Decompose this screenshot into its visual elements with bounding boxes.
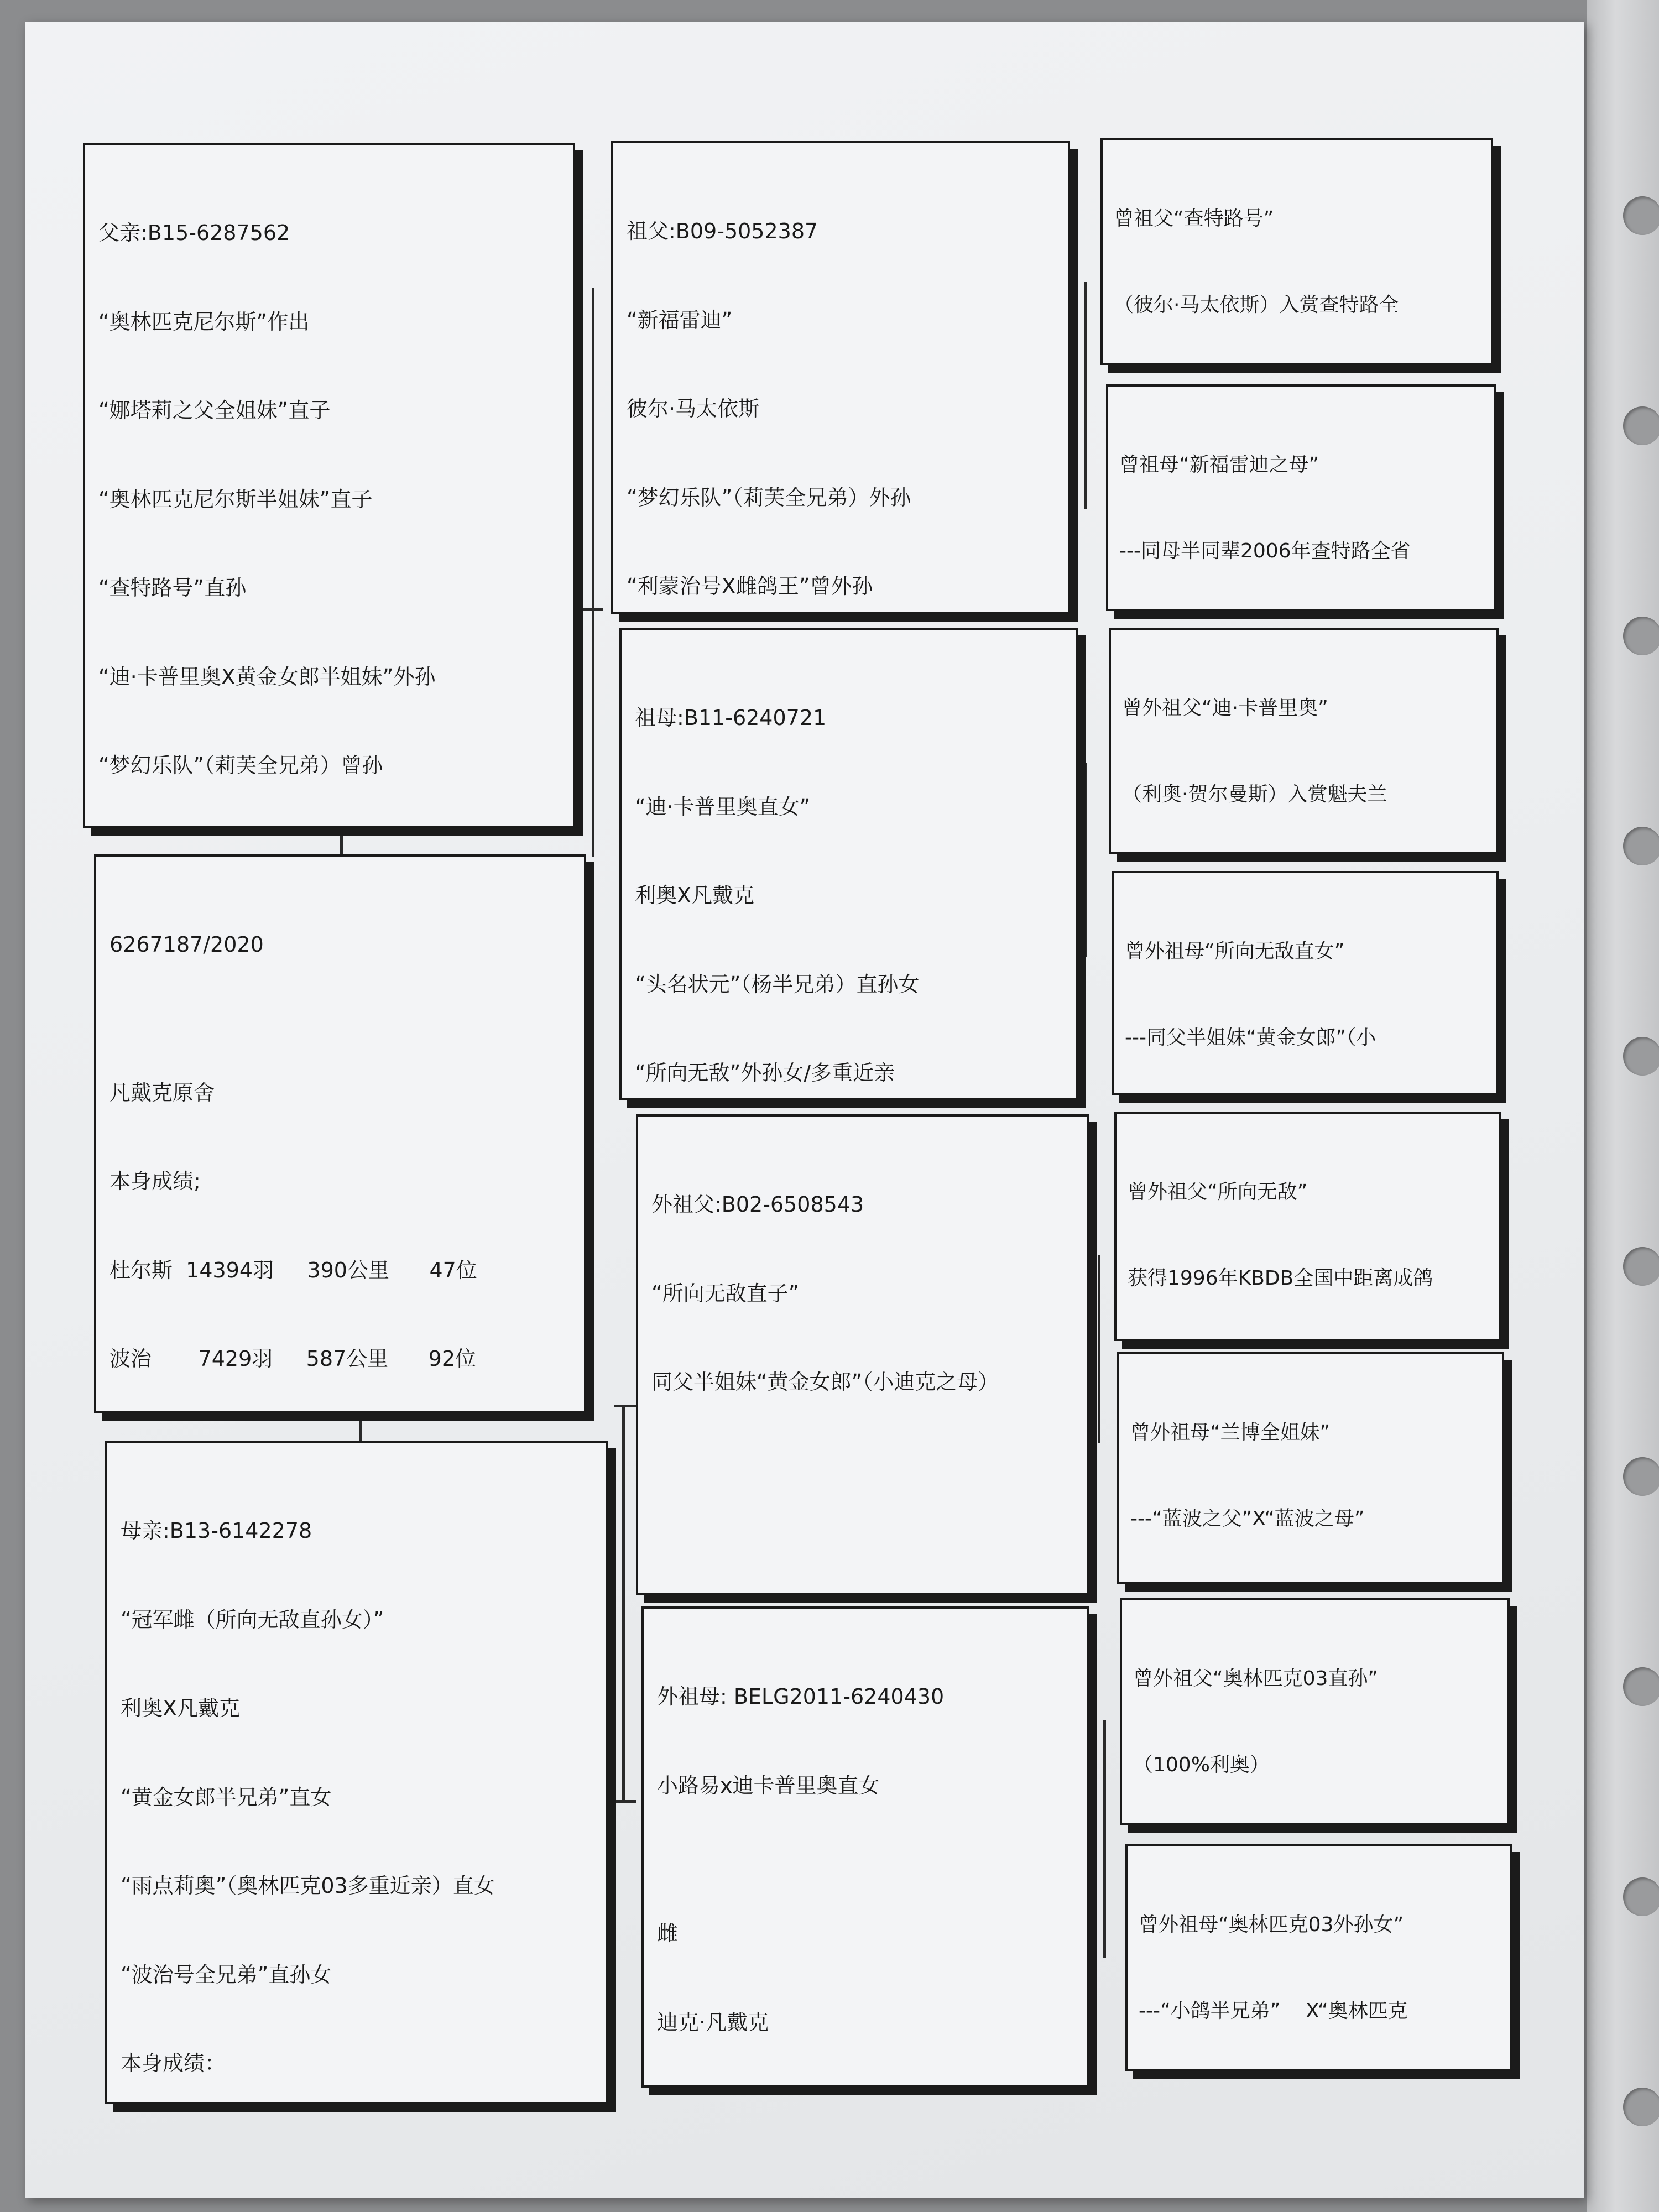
paternal-grandsire-line: 祖父:B09-5052387 bbox=[627, 219, 818, 243]
great-grandsire-3-box bbox=[1114, 1112, 1501, 1341]
great-granddam-1-line: ---同母半同辈2006年查特路全省 bbox=[1119, 540, 1411, 562]
connector-line bbox=[614, 1800, 636, 1803]
dam-line: “雨点莉奥”（奥林匹克03多重近亲）直女 bbox=[121, 1874, 495, 1898]
paternal-granddam-box bbox=[619, 628, 1078, 1100]
great-granddam-4-box bbox=[1125, 1844, 1512, 2071]
connector-line bbox=[622, 1405, 625, 1803]
great-granddam-1-box bbox=[1106, 384, 1496, 611]
sire-line: “迪·卡普里奥X黄金女郎半姐妹”外孙 bbox=[98, 664, 436, 689]
connector-line bbox=[1084, 282, 1087, 509]
connector-line bbox=[592, 288, 594, 857]
paternal-granddam-line: 利奥X凡戴克 bbox=[635, 883, 755, 907]
connector-line bbox=[340, 830, 343, 857]
subject-line: 杜尔斯 14394羽 390公里 47位 bbox=[109, 1258, 477, 1282]
subject-line: 本身成绩; bbox=[109, 1169, 201, 1193]
connector-line bbox=[1084, 763, 1087, 957]
dam-line: 本身成绩： bbox=[121, 2051, 226, 2075]
subject-line: 波治 7429羽 587公里 92位 bbox=[109, 1347, 477, 1371]
dam-box bbox=[105, 1441, 608, 2104]
sire-line: 父亲:B15-6287562 bbox=[98, 221, 290, 245]
maternal-grandsire-box bbox=[636, 1114, 1089, 1595]
paternal-grandsire-line: “新福雷迪” bbox=[627, 307, 733, 332]
great-granddam-3-line: ---“蓝波之父”X“蓝波之母” bbox=[1130, 1507, 1365, 1530]
dam-line: “冠军雌（所向无敌直孙女）” bbox=[121, 1607, 384, 1632]
great-grandsire-1-line: 曾祖父“查特路号” bbox=[1114, 207, 1274, 230]
paternal-grandsire-line: “梦幻乐队”（莉芙全兄弟）外孙 bbox=[627, 485, 911, 510]
dam-line: 母亲:B13-6142278 bbox=[121, 1519, 312, 1543]
connector-line bbox=[614, 1405, 636, 1407]
paternal-grandsire-line: “利蒙治号X雌鸽王”曾外孙 bbox=[627, 574, 873, 598]
great-grandsire-4-box bbox=[1120, 1598, 1510, 1825]
sire-line: “查特路号”直孙 bbox=[98, 576, 247, 600]
great-granddam-2-box bbox=[1112, 871, 1499, 1095]
paternal-granddam-line: “头名状元”（杨半兄弟）直孙女 bbox=[635, 972, 920, 997]
great-granddam-1-line: 曾祖母“新福雷迪之母” bbox=[1119, 453, 1319, 476]
dam-line: “波治号全兄弟”直孙女 bbox=[121, 1962, 332, 1987]
maternal-granddam-line: 雌 bbox=[657, 1921, 679, 1945]
binder-hole bbox=[1623, 196, 1659, 235]
paternal-granddam-line: “所向无敌”外孙女/多重近亲 bbox=[635, 1061, 895, 1085]
connector-line bbox=[583, 608, 603, 611]
connector-line bbox=[1103, 1720, 1106, 1958]
connector-line bbox=[359, 1416, 362, 1443]
dam-line: 利奥X凡戴克 bbox=[121, 1696, 241, 1720]
great-grandsire-4-line: （100%利奥） bbox=[1133, 1754, 1270, 1776]
maternal-granddam-line: 小路易x迪卡普里奥直女 bbox=[657, 1773, 880, 1798]
great-grandsire-2-line: （利奥·贺尔曼斯）入赏魁夫兰 bbox=[1122, 783, 1387, 806]
maternal-grandsire-line: 外祖父:B02-6508543 bbox=[651, 1192, 864, 1217]
binder-hole bbox=[1623, 1247, 1659, 1286]
great-grandsire-2-box bbox=[1109, 628, 1499, 854]
sire-box bbox=[83, 143, 575, 828]
great-grandsire-4-line: 曾外祖父“奥林匹克03直孙” bbox=[1133, 1667, 1379, 1690]
great-granddam-2-line: ---同父半姐妹“黄金女郎”（小 bbox=[1125, 1026, 1376, 1049]
binder-hole bbox=[1623, 1037, 1659, 1076]
sire-line: “娜塔莉之父全姐妹”直子 bbox=[98, 398, 331, 422]
great-granddam-4-line: ---“小鸽半兄弟” X“奥林匹克 bbox=[1139, 2000, 1408, 2022]
connector-line bbox=[1098, 1255, 1100, 1443]
binder-hole bbox=[1623, 617, 1659, 655]
binder-hole bbox=[1623, 2088, 1659, 2126]
great-granddam-3-line: 曾外祖母“兰博全姐妹” bbox=[1130, 1421, 1331, 1444]
subject-line: 凡戴克原舍 bbox=[109, 1080, 215, 1105]
maternal-granddam-line: 迪克·凡戴克 bbox=[657, 2010, 769, 2034]
great-grandsire-3-line: 曾外祖父“所向无敌” bbox=[1128, 1181, 1308, 1203]
binder-hole bbox=[1623, 406, 1659, 445]
binder-hole bbox=[1623, 1877, 1659, 1916]
binder-hole bbox=[1623, 1667, 1659, 1706]
great-grandsire-1-line: （彼尔·马太依斯）入赏查特路全 bbox=[1114, 294, 1399, 316]
great-grandsire-3-line: 获得1996年KBDB全国中距离成鸽 bbox=[1128, 1267, 1433, 1290]
binder-hole bbox=[1623, 1457, 1659, 1496]
paternal-granddam-line: “迪·卡普里奥直女” bbox=[635, 794, 811, 819]
paternal-grandsire-box bbox=[611, 141, 1070, 614]
great-granddam-3-box bbox=[1117, 1352, 1504, 1584]
subject-bird-box bbox=[94, 854, 586, 1413]
dam-line: “黄金女郎半兄弟”直女 bbox=[121, 1785, 332, 1809]
sire-line: “奥林匹克尼尔斯半姐妹”直子 bbox=[98, 487, 373, 512]
maternal-granddam-box bbox=[641, 1606, 1089, 2088]
binder-hole bbox=[1623, 827, 1659, 865]
paternal-grandsire-line: 彼尔·马太依斯 bbox=[627, 397, 760, 421]
paternal-granddam-line: 祖母:B11-6240721 bbox=[635, 706, 827, 730]
great-grandsire-1-box bbox=[1100, 138, 1493, 365]
great-grandsire-2-line: 曾外祖父“迪·卡普里奥” bbox=[1122, 697, 1328, 719]
maternal-grandsire-line: 同父半姐妹“黄金女郎”（小迪克之母） bbox=[651, 1370, 999, 1394]
sire-line: “奥林匹克尼尔斯”作出 bbox=[98, 309, 310, 334]
great-granddam-2-line: 曾外祖母“所向无敌直女” bbox=[1125, 940, 1345, 963]
maternal-grandsire-line: “所向无敌直子” bbox=[651, 1281, 800, 1306]
subject-line: 6267187/2020 bbox=[109, 932, 264, 957]
great-granddam-4-line: 曾外祖母“奥林匹克03外孙女” bbox=[1139, 1913, 1404, 1936]
sire-line: “梦幻乐队”（莉芙全兄弟）曾孙 bbox=[98, 753, 383, 778]
maternal-granddam-line: 外祖母: BELG2011-6240430 bbox=[657, 1684, 945, 1709]
